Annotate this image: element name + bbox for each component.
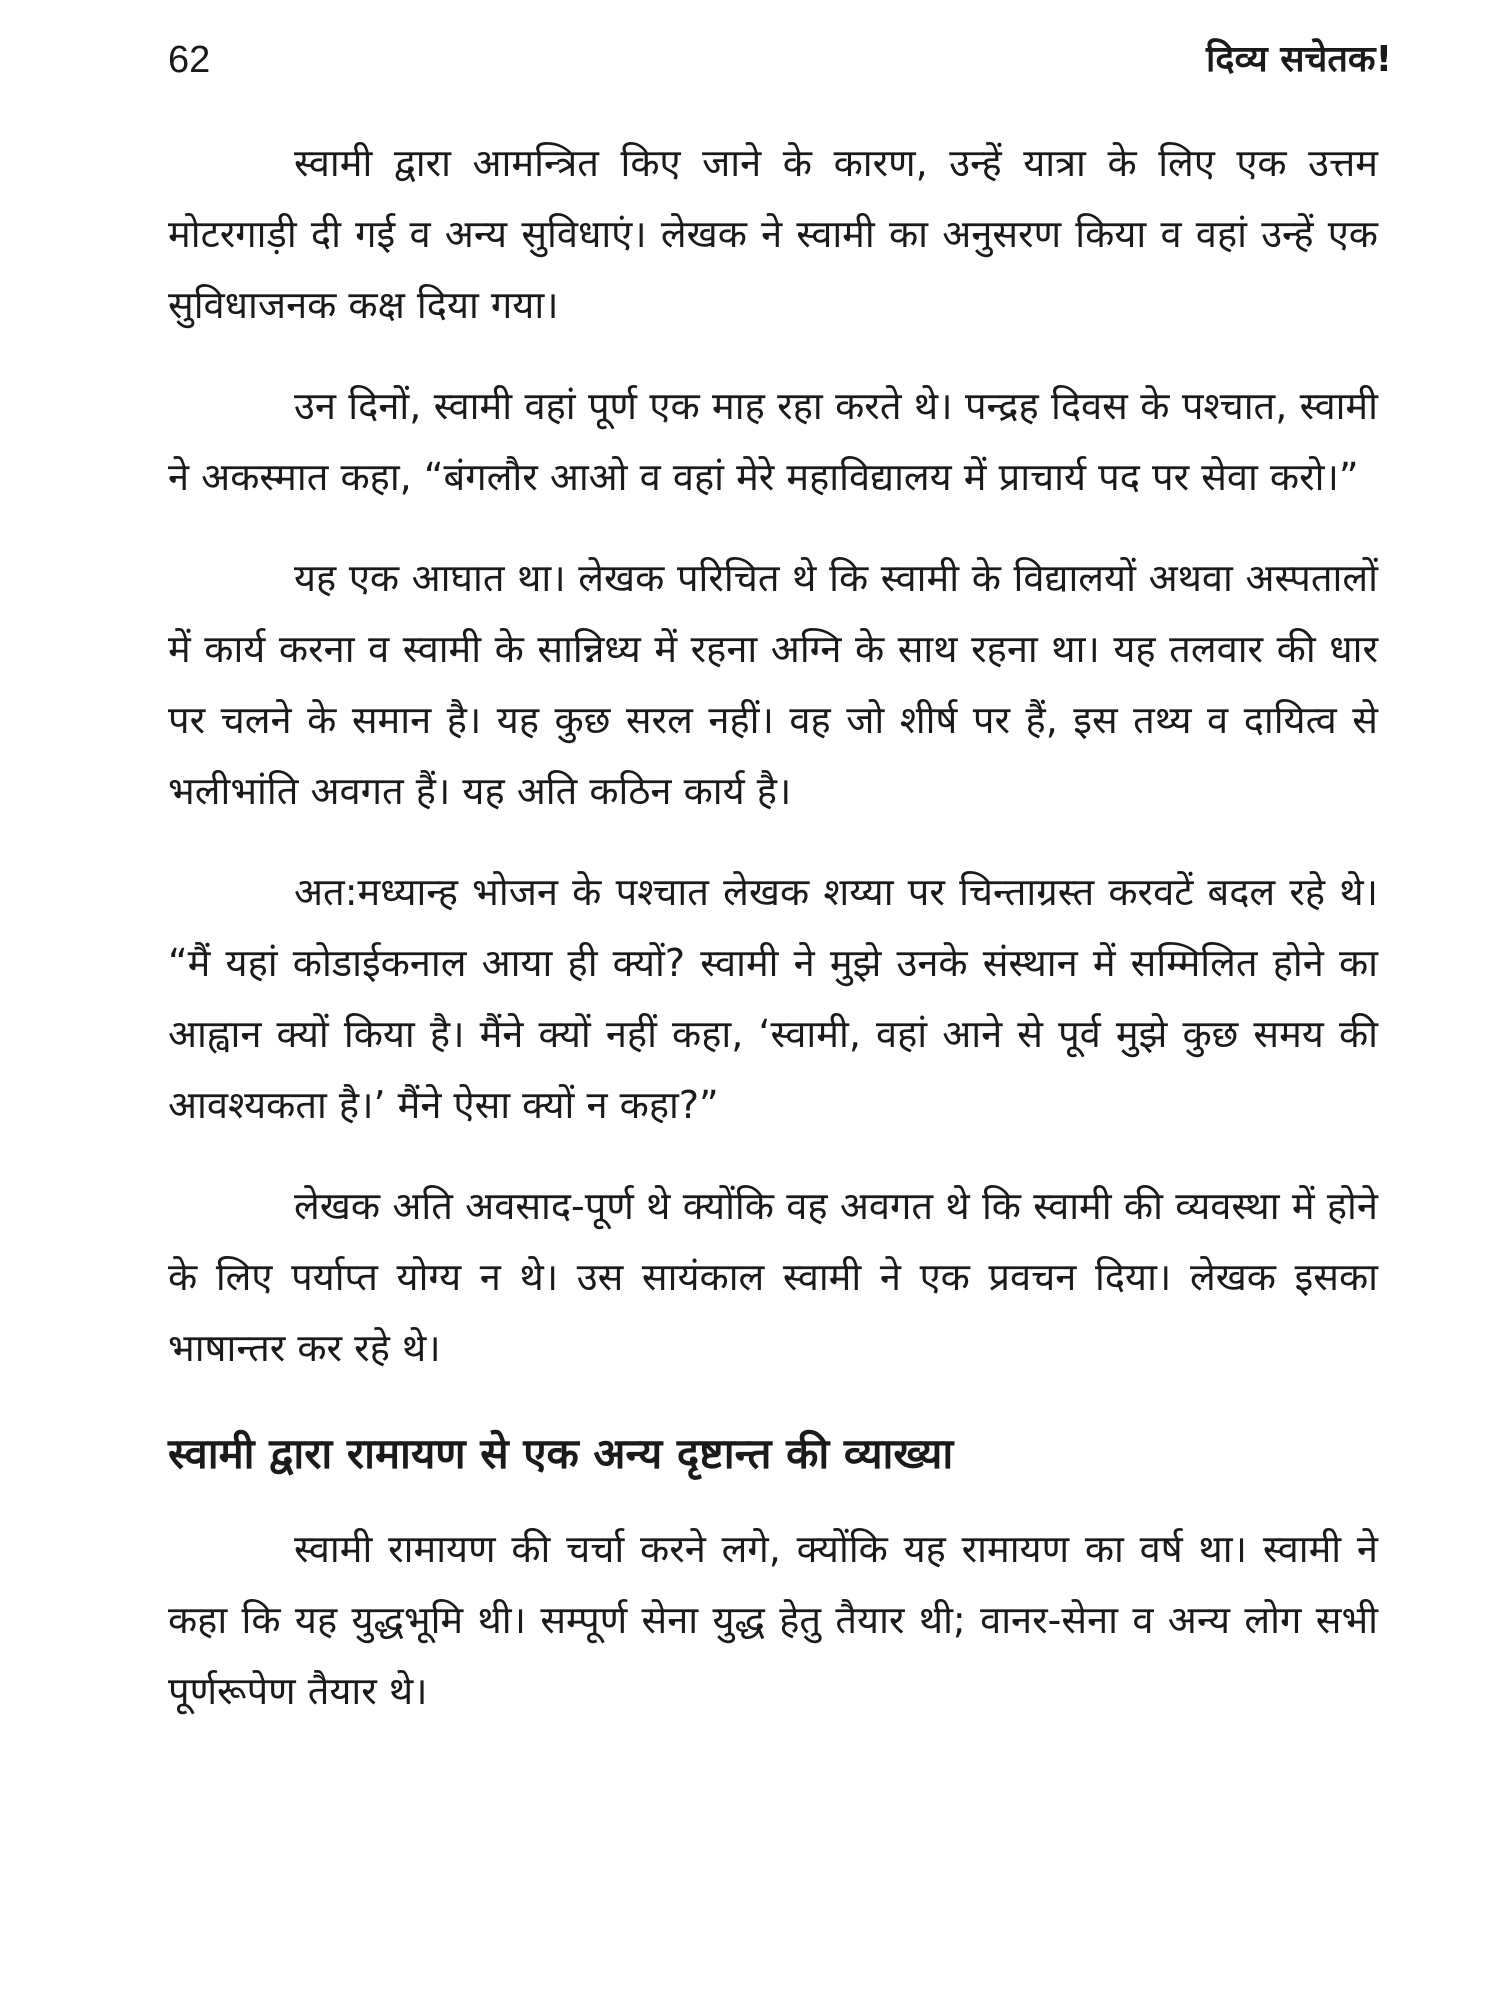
section-heading: स्वामी द्वारा रामायण से एक अन्य दृष्टान्त की व्याख्या	[168, 1429, 954, 1478]
running-header-title: दिव्य सचेतक!	[1206, 39, 1392, 80]
page-number: 62	[168, 39, 211, 81]
section-paragraph: स्वामी रामायण की चर्चा करने लगे, क्योंकि यह रामायण का वर्ष था। स्वामी ने कहा कि यह युद्धभूमि थी। सम्पूर्ण सेना युद्ध हेतु तैयार थी; वानर-सेना व अन्य लोग सभी पूर्णरूपेण तैयार थे।	[168, 1527, 1378, 1713]
paragraph-4: अत:मध्यान्ह भोजन के पश्चात लेखक शय्या पर चिन्ताग्रस्त करवटें बदल रहे थे। “मैं यहां कोडाईकनाल आया ही क्यों? स्वामी ने मुझे उनके संस्थान में सम्मिलित होने का आह्वान क्यों किया है। मैंने क्यों नहीं कहा, ‘स्वामी, वहां आने से पूर्व मुझे कुछ समय की आवश्यकता है।’ मैंने ऐसा क्यों न कहा?”	[168, 870, 1378, 1127]
paragraph-5: लेखक अति अवसाद-पूर्ण थे क्योंकि वह अवगत थे कि स्वामी की व्यवस्था में होने के लिए पर्याप्त योग्य न थे। उस सायंकाल स्वामी ने एक प्रवचन दिया। लेखक इसका भाषान्तर कर रहे थे।	[168, 1184, 1378, 1370]
paragraph-3: यह एक आघात था। लेखक परिचित थे कि स्वामी के विद्यालयों अथवा अस्पतालों में कार्य करना व स्वामी के सान्निध्य में रहना अग्नि के साथ रहना था। यह तलवार की धार पर चलने के समान है। यह कुछ सरल नहीं। वह जो शीर्ष पर हैं, इस तथ्य व दायित्व से भलीभांति अवगत हैं। यह अति कठिन कार्य है।	[168, 556, 1378, 813]
body-text	[168, 128, 1378, 1757]
paragraph-1: स्वामी द्वारा आमन्त्रित किए जाने के कारण, उन्हें यात्रा के लिए एक उत्तम मोटरगाड़ी दी गई व अन्य सुविधाएं। लेखक ने स्वामी का अनुसरण किया व वहां उन्हें एक सुविधाजनक कक्ष दिया गया।	[168, 141, 1378, 327]
paragraph-2: उन दिनों, स्वामी वहां पूर्ण एक माह रहा करते थे। पन्द्रह दिवस के पश्चात, स्वामी ने अकस्मात कहा, “बंगलौर आओ व वहां मेरे महाविद्यालय में प्राचार्य पद पर सेवा करो।”	[168, 384, 1378, 499]
